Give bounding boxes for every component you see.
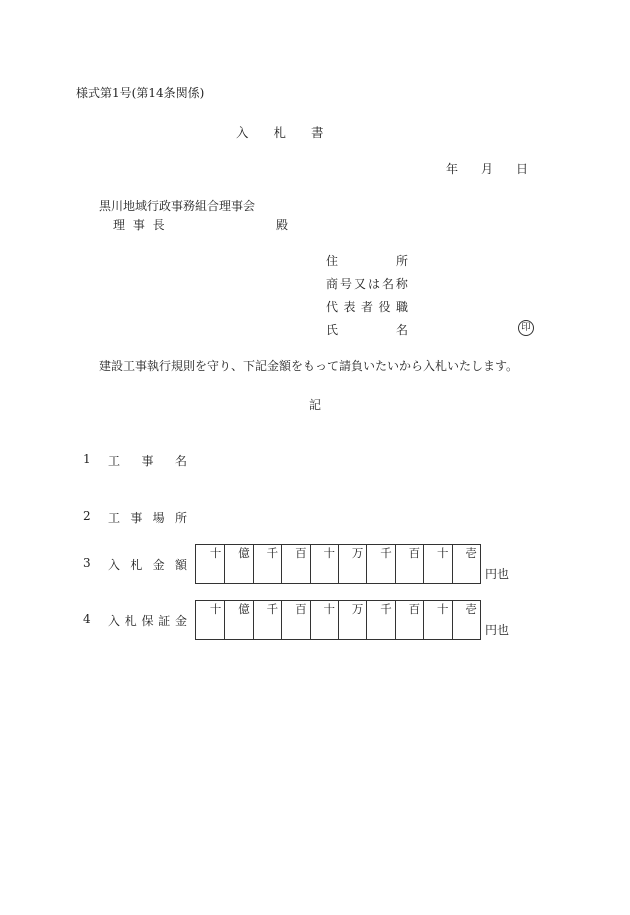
date-month: 月 xyxy=(481,162,494,176)
amount-cell[interactable]: 十 xyxy=(310,545,338,583)
amount-cell[interactable]: 百 xyxy=(395,545,423,583)
bond-cell[interactable]: 千 xyxy=(366,601,394,639)
item-4-label: 入 札 保 証 金 xyxy=(108,614,187,628)
bid-bond-grid xyxy=(195,600,481,640)
seal-mark: 印 xyxy=(518,320,534,336)
item-3-label: 入 札 金 額 xyxy=(108,558,187,572)
bond-cell[interactable]: 億 xyxy=(224,601,252,639)
amount-cell[interactable]: 千 xyxy=(366,545,394,583)
bidder-representative-label: 代 表 者 役 職 xyxy=(326,300,408,314)
bond-cell[interactable]: 百 xyxy=(395,601,423,639)
document-title: 入 札 書 xyxy=(236,125,324,140)
item-3-number: 3 xyxy=(83,556,91,570)
bond-cell[interactable]: 千 xyxy=(253,601,281,639)
addressee-org: 黒川地域行政事務組合理事会 xyxy=(99,199,256,213)
bid-bond-yen-suffix: 円也 xyxy=(485,623,510,637)
item-1-number: 1 xyxy=(83,452,91,466)
bond-cell[interactable]: 万 xyxy=(338,601,366,639)
amount-cell[interactable]: 十 xyxy=(209,546,222,560)
date-day: 日 xyxy=(516,162,529,176)
bid-amount-grid xyxy=(195,544,481,584)
addressee-position: 理 事 長 xyxy=(113,218,167,232)
date-year: 年 xyxy=(446,162,459,176)
item-2-label: 工 事 場 所 xyxy=(108,511,187,525)
bond-cell[interactable]: 十 xyxy=(423,601,451,639)
amount-cell[interactable]: 壱 xyxy=(452,545,480,583)
bond-cell[interactable]: 壱 xyxy=(452,601,480,639)
item-4-number: 4 xyxy=(83,612,91,626)
amount-cell[interactable]: 十 xyxy=(423,545,451,583)
amount-cell[interactable]: 百 xyxy=(281,545,309,583)
bond-cell[interactable]: 十 xyxy=(209,602,222,616)
amount-cell[interactable]: 万 xyxy=(338,545,366,583)
bidder-name-label: 氏 名 xyxy=(326,323,408,337)
item-1-label: 工 事 名 xyxy=(108,454,187,468)
bidder-company-label: 商 号 又 は 名 称 xyxy=(326,277,408,291)
form-number: 様式第1号(第14条関係) xyxy=(76,86,205,100)
addressee-honorific: 殿 xyxy=(276,218,289,232)
note-heading: 記 xyxy=(309,398,322,412)
bid-amount-yen-suffix: 円也 xyxy=(485,567,510,581)
bond-cell[interactable]: 十 xyxy=(310,601,338,639)
bond-cell[interactable]: 百 xyxy=(281,601,309,639)
item-2-number: 2 xyxy=(83,509,91,523)
bidder-address-label: 住 所 xyxy=(326,254,408,268)
amount-cell[interactable]: 億 xyxy=(224,545,252,583)
amount-cell[interactable]: 千 xyxy=(253,545,281,583)
statement: 建設工事執行規則を守り、下記金額をもって請負いたいから入札いたします。 xyxy=(99,359,519,373)
